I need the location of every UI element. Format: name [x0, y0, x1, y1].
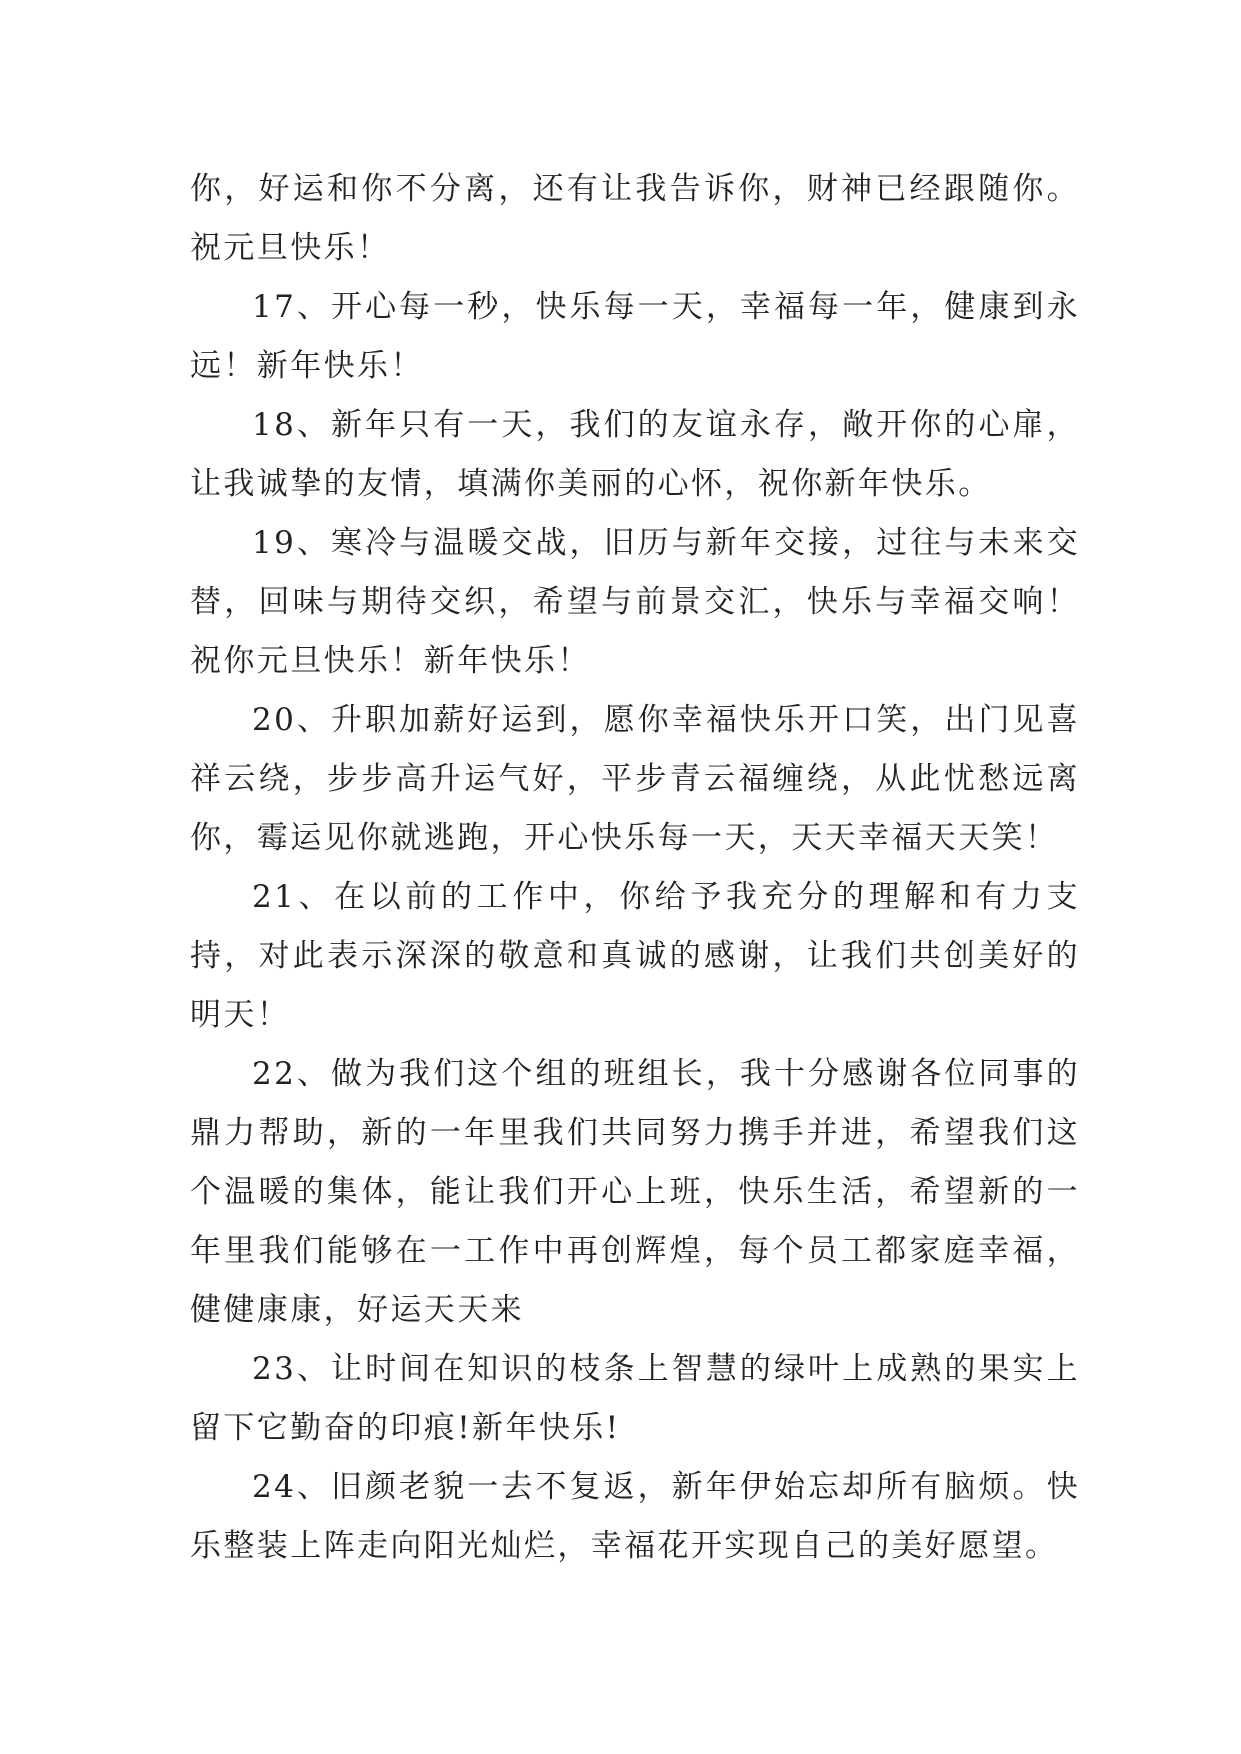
paragraph-17: 17、开心每一秒，快乐每一天，幸福每一年，健康到永远！新年快乐！: [190, 289, 1080, 384]
paragraph-19: 19、寒冷与温暖交战，旧历与新年交接，过往与未来交替，回味与期待交织，希望与前景交汇，快乐与幸福交响！祝你元旦快乐！新年快乐！: [190, 525, 1080, 679]
paragraph-24: 24、旧颜老貌一去不复返，新年伊始忘却所有脑烦。快乐整装上阵走向阳光灿烂，幸福花开实现自己的美好愿望。: [190, 1469, 1080, 1564]
paragraph-21: 21、在以前的工作中，你给予我充分的理解和有力支持，对此表示深深的敬意和真诚的感谢，让我们共创美好的明天！: [190, 879, 1080, 1033]
paragraph-22: 22、做为我们这个组的班组长，我十分感谢各位同事的鼎力帮助，新的一年里我们共同努力携手并进，希望我们这个温暖的集体，能让我们开心上班，快乐生活，希望新的一年里我们能够在一工作中再创辉煌，每个员工都家庭幸福，健健康康，好运天天来: [190, 1056, 1080, 1328]
paragraph-20: 20、升职加薪好运到，愿你幸福快乐开口笑，出门见喜祥云绕，步步高升运气好，平步青云福缠绕，从此忧愁远离你，霉运见你就逃跑，开心快乐每一天，天天幸福天天笑！: [190, 702, 1080, 856]
paragraph-continuation: 你，好运和你不分离，还有让我告诉你，财神已经跟随你。祝元旦快乐！: [190, 171, 1080, 266]
paragraph-23: 23、让时间在知识的枝条上智慧的绿叶上成熟的果实上留下它勤奋的印痕!新年快乐!: [190, 1351, 1080, 1446]
paragraph-18: 18、新年只有一天，我们的友谊永存，敞开你的心扉，让我诚挚的友情，填满你美丽的心怀，祝你新年快乐。: [190, 407, 1080, 502]
document-body: [190, 160, 1080, 1576]
